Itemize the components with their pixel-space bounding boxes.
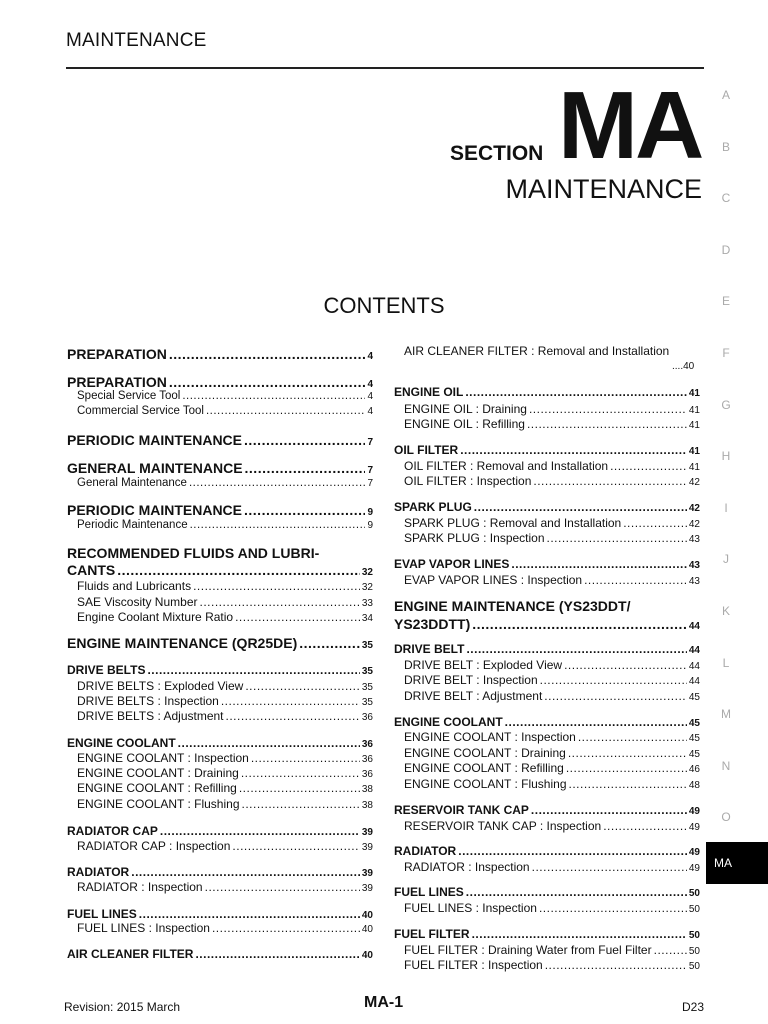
toc-page-number: 45 (688, 733, 700, 744)
toc-leader-dots (472, 927, 687, 941)
toc-entry-title: PERIODIC MAINTENANCE (67, 432, 243, 448)
toc-leader-dots (603, 819, 687, 833)
toc-leader-dots (564, 658, 687, 672)
toc-leader-dots (131, 865, 360, 879)
toc-entry[interactable] (404, 474, 700, 488)
toc-entry-title: ENGINE MAINTENANCE (QR25DE) (67, 635, 298, 651)
toc-leader-dots (460, 443, 687, 457)
toc-leader-dots (169, 374, 366, 390)
toc-entry[interactable] (394, 885, 700, 899)
toc-page-number: 9 (367, 520, 373, 531)
alpha-index-letter[interactable]: O (721, 810, 731, 825)
toc-leader-dots (160, 824, 360, 838)
toc-entry[interactable] (404, 761, 700, 775)
toc-entry[interactable] (77, 921, 373, 935)
toc-entry[interactable] (404, 730, 700, 744)
toc-page-number: 41 (688, 462, 700, 473)
toc-page-number: 41 (688, 420, 700, 431)
toc-page-number: 42 (688, 519, 700, 530)
toc-entry-title: GENERAL MAINTENANCE (67, 460, 243, 476)
footer-model: D23 (682, 1000, 705, 1014)
toc-page-number: 35 (361, 697, 373, 708)
toc-entry-title: Commercial Service Tool (77, 405, 204, 417)
toc-entry[interactable] (67, 346, 373, 362)
toc-entry[interactable] (404, 658, 700, 672)
toc-page-number: 7 (367, 437, 373, 448)
toc-entry[interactable] (77, 709, 373, 723)
toc-leader-dots (531, 803, 687, 817)
toc-entry[interactable] (394, 927, 700, 941)
toc-entry[interactable] (77, 579, 373, 593)
toc-page-number: 35 (361, 640, 373, 651)
toc-entry-title: General Maintenance (77, 477, 187, 489)
toc-entry-title: FUEL LINES : Inspection (404, 901, 537, 915)
section-code: MA (558, 72, 702, 179)
toc-entry-title: PREPARATION (67, 346, 167, 362)
toc-page-number: 38 (361, 784, 373, 795)
toc-leader-dots (529, 402, 687, 416)
toc-entry[interactable] (404, 958, 700, 972)
toc-page-number: 49 (688, 847, 700, 858)
toc-entry[interactable] (77, 519, 373, 531)
toc-leader-dots (584, 573, 687, 587)
alpha-index-letter[interactable]: A (721, 88, 730, 102)
toc-leader-dots (193, 579, 360, 593)
toc-leader-dots (466, 885, 687, 899)
toc-leader-dots (169, 346, 366, 362)
toc-page-number: 4 (367, 391, 373, 402)
toc-page-number: 43 (688, 576, 700, 587)
toc-entry[interactable] (77, 405, 373, 417)
toc-page-number: 44 (688, 676, 700, 687)
toc-entry-title: RADIATOR CAP (67, 824, 158, 838)
toc-leader-dots (458, 844, 687, 858)
toc-leader-dots (241, 766, 360, 780)
toc-entry[interactable] (394, 443, 700, 457)
toc-page-number: 40 (361, 950, 373, 961)
toc-entry[interactable] (77, 766, 373, 780)
toc-entry[interactable] (67, 460, 373, 476)
footer-page-number: MA-1 (364, 994, 404, 1011)
toc-entry-title: DRIVE BELTS (67, 663, 146, 677)
toc-entry[interactable] (67, 736, 373, 750)
toc-leader-dots (566, 761, 687, 775)
toc-leader-dots (472, 616, 687, 632)
toc-entry[interactable] (77, 694, 373, 708)
alpha-index-letter[interactable]: M (721, 707, 731, 722)
toc-entry[interactable] (404, 689, 700, 703)
toc-page-number: 44 (688, 661, 700, 672)
toc-entry-title: ENGINE COOLANT : Inspection (404, 730, 576, 744)
toc-entry-title: DRIVE BELTS : Exploded View (77, 679, 244, 693)
toc-page-number: 44 (688, 645, 700, 656)
toc-entry-title: Fluids and Lubricants (77, 579, 192, 593)
toc-entry-title: ENGINE COOLANT (394, 715, 503, 729)
alpha-index-letter[interactable]: I (724, 500, 728, 515)
toc-entry[interactable] (394, 642, 700, 656)
toc-entry-title: DRIVE BELT : Exploded View (404, 658, 563, 672)
toc-entry[interactable] (394, 616, 700, 632)
toc-entry-title: DRIVE BELT : Inspection (404, 673, 538, 687)
toc-leader-dots (200, 595, 360, 609)
toc-entry-title: OIL FILTER : Inspection (404, 474, 532, 488)
toc-entry[interactable] (404, 573, 700, 587)
toc-entry[interactable] (67, 635, 373, 651)
alpha-index-letter[interactable]: B (721, 139, 730, 154)
toc-page-number: 4 (367, 379, 373, 390)
toc-entry-title: FUEL FILTER (394, 927, 470, 941)
toc-page-number: 46 (688, 764, 700, 775)
toc-entry-title: FUEL FILTER : Draining Water from Fuel Filter (404, 943, 652, 957)
toc-entry[interactable] (404, 860, 700, 874)
toc-page-number: 32 (361, 582, 373, 593)
toc-entry[interactable] (404, 516, 700, 530)
toc-entry-title: EVAP VAPOR LINES (394, 557, 510, 571)
toc-entry-title: RESERVOIR TANK CAP : Inspection (404, 819, 602, 833)
toc-entry[interactable] (404, 746, 700, 760)
toc-entry[interactable] (404, 819, 700, 833)
toc-entry[interactable] (394, 500, 700, 514)
toc-page-number: 9 (367, 507, 373, 518)
toc-entry-title: ENGINE COOLANT : Inspection (77, 751, 249, 765)
toc-leader-dots (206, 405, 365, 417)
footer-revision: Revision: 2015 March (64, 1000, 181, 1014)
toc-page-number: 7 (367, 478, 373, 489)
toc-entry-title: ENGINE COOLANT : Refilling (404, 761, 564, 775)
alpha-index-letter[interactable]: E (721, 294, 730, 309)
toc-entry-title: RADIATOR CAP : Inspection (77, 839, 231, 853)
toc-entry[interactable] (404, 777, 700, 791)
toc-entry[interactable] (404, 459, 700, 473)
toc-entry-title: ENGINE OIL (394, 385, 464, 399)
toc-entry-title: CANTS (67, 562, 116, 578)
toc-leader-dots (540, 673, 687, 687)
toc-entry-title: DRIVE BELT (394, 642, 465, 656)
toc-entry[interactable] (77, 679, 373, 693)
toc-entry-title: ENGINE OIL : Refilling (404, 417, 525, 431)
alpha-index-letter[interactable]: G (721, 397, 731, 412)
toc-entry[interactable] (77, 839, 373, 853)
toc-entry-title: ENGINE COOLANT : Flushing (404, 777, 567, 791)
toc-entry[interactable] (404, 901, 700, 915)
toc-leader-dots (239, 781, 360, 795)
toc-entry[interactable] (67, 374, 373, 390)
toc-leader-dots (578, 730, 687, 744)
toc-page-number: 45 (688, 692, 700, 703)
toc-leader-dots (178, 736, 360, 750)
toc-entry[interactable] (394, 715, 700, 729)
toc-entry-title: PREPARATION (67, 374, 167, 390)
toc-leader-dots (547, 531, 687, 545)
toc-leader-dots (245, 679, 360, 693)
toc-entry-title: DRIVE BELTS : Adjustment (77, 709, 224, 723)
toc-entry[interactable] (77, 751, 373, 765)
alpha-index-letter[interactable]: L (722, 655, 730, 670)
toc-entry[interactable] (77, 781, 373, 795)
toc-page-number: 49 (688, 863, 700, 874)
toc-page-number: 4 (367, 406, 373, 417)
toc-leader-dots (244, 432, 365, 448)
toc-entry-title: OIL FILTER (394, 443, 459, 457)
alpha-index-letter[interactable]: D (721, 242, 731, 257)
toc-entry[interactable] (404, 402, 700, 416)
toc-leader-dots (235, 610, 360, 624)
toc-page-number: 43 (688, 534, 700, 545)
toc-page-number: 50 (688, 888, 700, 899)
toc-page-number: 44 (688, 621, 700, 632)
toc-page-number: 39 (361, 883, 373, 894)
toc-entry[interactable] (77, 880, 373, 894)
toc-entry[interactable] (404, 943, 700, 957)
toc-leader-dots (532, 860, 687, 874)
toc-entry[interactable] (404, 673, 700, 687)
toc-entry-title: Engine Coolant Mixture Ratio (77, 610, 234, 624)
toc-leader-dots (182, 390, 365, 402)
toc-entry[interactable] (77, 595, 373, 609)
toc-entry-title: DRIVE BELTS : Inspection (77, 694, 219, 708)
toc-entry[interactable] (77, 390, 373, 402)
toc-page-number: 34 (361, 613, 373, 624)
toc-entry-title: Special Service Tool (77, 390, 181, 402)
toc-page-number: 36 (361, 769, 373, 780)
toc-entry-title: SPARK PLUG : Removal and Installation (404, 516, 622, 530)
toc-page-number: 50 (688, 946, 700, 957)
toc-entry[interactable] (394, 803, 700, 817)
header-rule (66, 67, 704, 69)
toc-leader-dots (533, 474, 686, 488)
toc-page-number: 41 (688, 446, 700, 457)
alpha-index-letter[interactable]: F (722, 346, 730, 360)
toc-page-number: 40 (361, 924, 373, 935)
toc-entry[interactable] (77, 477, 373, 489)
toc-page-number: 35 (361, 682, 373, 693)
toc-leader-dots (623, 516, 687, 530)
toc-page-number: 50 (688, 904, 700, 915)
toc-page-number: 41 (688, 405, 700, 416)
toc-entry[interactable] (77, 610, 373, 624)
toc-entry-title: EVAP VAPOR LINES : Inspection (404, 573, 583, 587)
toc-page-number: 40 (361, 910, 373, 921)
toc-leader-dots (244, 502, 365, 518)
toc-leader-dots (147, 663, 359, 677)
toc-page-number: 43 (688, 560, 700, 571)
toc-entry[interactable] (67, 432, 373, 448)
toc-entry-title: YS23DDTT) (394, 616, 471, 632)
toc-page-number: 32 (361, 567, 373, 578)
toc-entry-title: SPARK PLUG (394, 500, 472, 514)
toc-entry[interactable] (67, 663, 373, 677)
toc-entry-title: ENGINE COOLANT : Flushing (77, 797, 240, 811)
toc-leader-dots (654, 943, 687, 957)
toc-leader-dots (465, 385, 687, 399)
active-section-tab[interactable]: MA (706, 842, 768, 884)
toc-entry[interactable] (67, 562, 373, 578)
toc-page-number: 41 (688, 388, 700, 399)
toc-entry-title: AIR CLEANER FILTER (67, 947, 194, 961)
toc-leader-dots (539, 901, 687, 915)
toc-entry[interactable] (394, 385, 700, 399)
toc-entry-title: PERIODIC MAINTENANCE (67, 502, 243, 518)
toc-wrap-line[interactable]: ENGINE MAINTENANCE (YS23DDT/ (394, 598, 631, 614)
toc-entry-title: RADIATOR (394, 844, 457, 858)
toc-leader-dots (232, 839, 359, 853)
toc-entry[interactable] (404, 531, 700, 545)
toc-entry-title: ENGINE COOLANT : Refilling (77, 781, 237, 795)
toc-leader-dots (226, 709, 360, 723)
toc-page-number: 45 (688, 749, 700, 760)
toc-entry-title: RADIATOR (67, 865, 130, 879)
toc-entry-title: SAE Viscosity Number (77, 595, 198, 609)
toc-entry-title: ENGINE COOLANT : Draining (404, 746, 566, 760)
toc-leader-dots (212, 921, 360, 935)
toc-page-number: 4 (367, 351, 373, 362)
alpha-index-letter[interactable]: K (721, 604, 730, 618)
toc-leader-dots (466, 642, 686, 656)
alpha-index-letter[interactable]: J (723, 552, 729, 567)
toc-leader-dots (195, 947, 359, 961)
toc-entry-title: OIL FILTER : Removal and Installation (404, 459, 609, 473)
toc-entry-title: RADIATOR : Inspection (404, 860, 530, 874)
toc-page-number: 36 (361, 712, 373, 723)
toc-entry[interactable] (404, 417, 700, 431)
toc-wrap-line[interactable]: AIR CLEANER FILTER : Removal and Installation (404, 344, 670, 358)
toc-entry[interactable] (394, 557, 700, 571)
toc-leader-dots (511, 557, 687, 571)
toc-entry-title: ENGINE OIL : Draining (404, 402, 527, 416)
toc-entry-title: RADIATOR : Inspection (77, 880, 203, 894)
toc-page-number: 39 (361, 868, 373, 879)
alpha-index-letter[interactable]: N (721, 758, 731, 773)
toc-entry[interactable] (67, 865, 373, 879)
toc-page-number: 50 (688, 930, 700, 941)
toc-leader-dots (527, 417, 687, 431)
toc-entry[interactable] (77, 797, 373, 811)
toc-leader-dots (189, 477, 365, 489)
toc-entry-title: Periodic Maintenance (77, 519, 188, 531)
toc-entry-title: FUEL FILTER : Inspection (404, 958, 543, 972)
toc-leader-dots (251, 751, 360, 765)
toc-leader-dots (190, 519, 366, 531)
toc-entry[interactable] (67, 907, 373, 921)
toc-entry-title: ENGINE COOLANT : Draining (77, 766, 239, 780)
alpha-index-letter[interactable]: H (721, 449, 731, 464)
toc-page-number: 7 (367, 465, 373, 476)
toc-entry-title: DRIVE BELT : Adjustment (404, 689, 543, 703)
toc-page-number: 39 (361, 827, 373, 838)
toc-leader-dots (569, 777, 687, 791)
toc-leader-dots (544, 689, 687, 703)
section-word: SECTION (450, 142, 544, 165)
toc-page-number: 49 (688, 822, 700, 833)
toc-leader-dots (221, 694, 360, 708)
toc-page-number: 50 (688, 961, 700, 972)
toc-entry-title: RESERVOIR TANK CAP (394, 803, 529, 817)
toc-page-number: 42 (688, 477, 700, 488)
toc-leader-dots (299, 635, 360, 651)
toc-page-number: 42 (688, 503, 700, 514)
toc-leader-dots (139, 907, 360, 921)
toc-leader-dots (245, 460, 366, 476)
toc-entry-title: FUEL LINES (67, 907, 137, 921)
toc-entry[interactable] (67, 824, 373, 838)
toc-wrap-line[interactable]: RECOMMENDED FLUIDS AND LUBRI- (67, 545, 320, 561)
toc-leader-dots (117, 562, 360, 578)
toc-entry[interactable] (67, 947, 373, 961)
toc-entry-title: ENGINE COOLANT (67, 736, 176, 750)
toc-page-number: 36 (361, 754, 373, 765)
toc-page-number: 39 (361, 842, 373, 853)
toc-entry[interactable] (67, 502, 373, 518)
toc-leader-dots (568, 746, 687, 760)
toc-leader-dots (505, 715, 687, 729)
toc-page-number: 36 (361, 739, 373, 750)
toc-page-number: 33 (361, 598, 373, 609)
toc-leader-dots (205, 880, 360, 894)
toc-leader-dots (242, 797, 360, 811)
toc-entry-title: FUEL LINES : Inspection (77, 921, 210, 935)
toc-entry[interactable] (394, 844, 700, 858)
toc-page-number: 38 (361, 800, 373, 811)
toc-page-number: 45 (688, 718, 700, 729)
header-title: MAINTENANCE (66, 30, 207, 51)
toc-leader-dots (474, 500, 687, 514)
toc-page-number: 48 (688, 780, 700, 791)
alpha-index-letter[interactable]: C (721, 191, 731, 206)
section-name: MAINTENANCE (505, 174, 702, 204)
toc-page-number: 49 (688, 806, 700, 817)
toc-leader-dots (610, 459, 687, 473)
toc-page-number: 35 (361, 666, 373, 677)
toc-page-number[interactable]: ....40 (672, 361, 695, 372)
toc-entry-title: SPARK PLUG : Inspection (404, 531, 545, 545)
contents-title: CONTENTS (323, 293, 445, 318)
toc-entry-title: FUEL LINES (394, 885, 464, 899)
toc-leader-dots (545, 958, 687, 972)
